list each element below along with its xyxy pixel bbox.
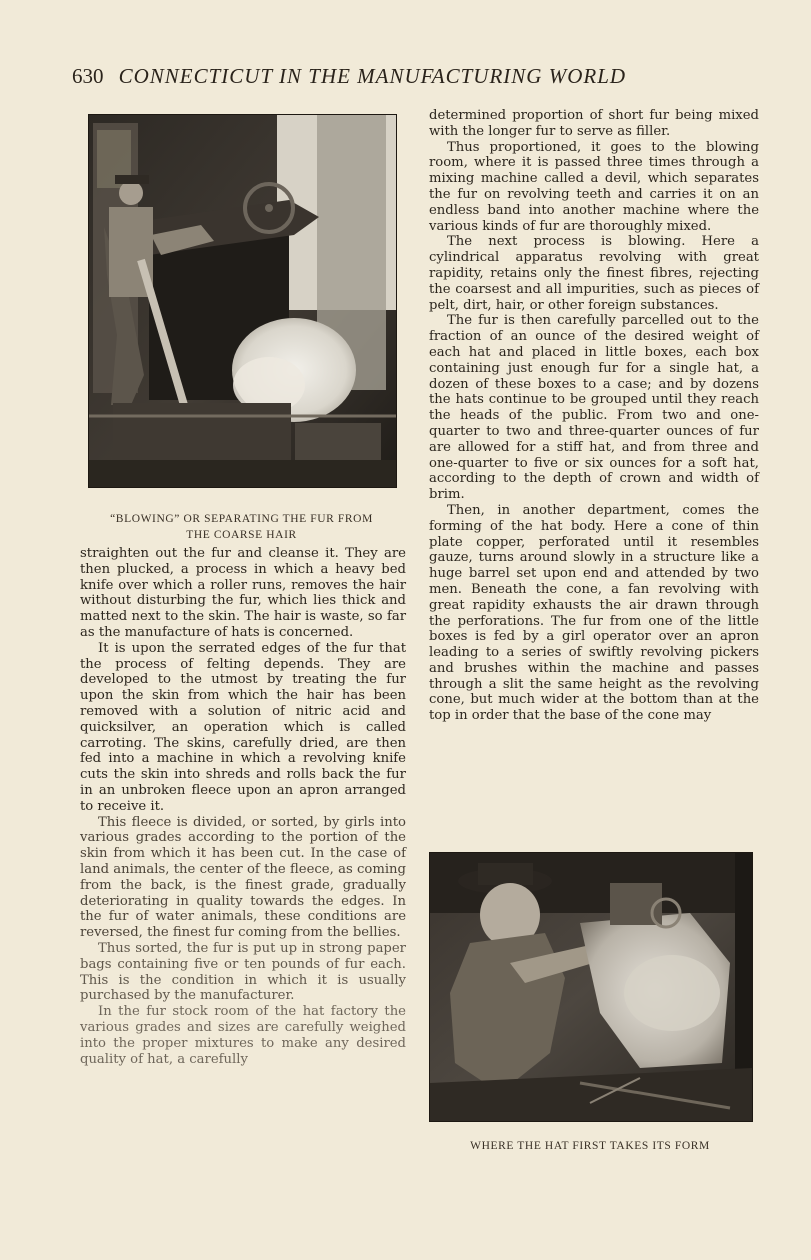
photo-hat-forming — [429, 852, 753, 1122]
paragraph: It is upon the serrated edges of the fur that the process of felting depends. They are developed to the utmost by treating the fur upon the skin from which the hair has been removed with a solution of nitric acid and quicksilver, an operation which is called carroting. The skins, carefully dried, are then fed into a machine in which a revolving knife cuts the skin into shreds and rolls back the fur in an unbroken fleece upon an apron arranged to receive it. — [80, 640, 406, 814]
photo-hat-forming-image — [430, 853, 752, 1121]
left-column-text — [80, 546, 406, 1067]
caption-line-2: THE COARSE HAIR — [186, 529, 297, 541]
paragraph: determined proportion of short fur being mixed with the longer fur to serve as filler. — [429, 108, 759, 139]
figure-caption-top-left — [88, 511, 395, 543]
photo-blowing-machine — [88, 114, 397, 488]
paragraph: Thus proportioned, it goes to the blowing room, where it is passed three times through a mixing machine called a devil, which separates the fur on revolving teeth and carries it on an endless band into another machine where the various kinds of fur are thoroughly mixed. — [429, 139, 759, 234]
paragraph: The fur is then carefully parcelled out to the fraction of an ounce of the desired weight of each hat and placed in little boxes, each box containing just enough fur for a single hat, a dozen of these boxes to a case; and by dozens the hats continue to be grouped until they reach the heads of the public. From two and one-quarter to two and three-quarter ounces of fur are allowed for a stiff hat, and from three and one-quarter to five or six ounces for a soft hat, according to the depth of crown and width of brim. — [429, 313, 759, 503]
right-column-text — [429, 108, 759, 724]
photo-blowing-machine-image — [89, 115, 396, 487]
caption-line: WHERE THE HAT FIRST TAKES ITS FORM — [470, 1140, 710, 1152]
caption-line-1: “BLOWING” OR SEPARATING THE FUR FROM — [110, 513, 373, 525]
page-number: 630 — [72, 64, 104, 88]
figure-caption-bottom-right — [429, 1138, 751, 1154]
paragraph: This fleece is divided, or sorted, by girls into various grades according to the portion of the skin from which it has been cut. In the case of land animals, the center of the fleece, as coming from the back, is the finest grade, gradually deteriorating in quality towards the edges. In the fur of water animals, these conditions are reversed, the finest fur coming from the bellies. — [80, 814, 406, 941]
paragraph: Thus sorted, the fur is put up in strong paper bags containing five or ten pounds of fur each. This is the condition in which it is usually purchased by the manufacturer. — [80, 940, 406, 1004]
paragraph: The next process is blowing. Here a cylindrical apparatus revolving with great rapidity, retains only the finest fibres, rejecting the coarsest and all impurities, such as pieces of pelt, dirt, hair, or other foreign substances. — [429, 234, 759, 313]
running-title: CONNECTICUT IN THE MANUFACTURING WORLD — [118, 64, 627, 88]
paragraph: Then, in another department, comes the forming of the hat body. Here a cone of thin plate copper, perforated until it resembles gauze, turns around slowly in a structure like a huge barrel set upon end and attended by two men. Beneath the cone, a fan revolving with great rapidity exhausts the air drawn through the perforations. The fur from one of the little boxes is fed by a girl operator over an apron leading to a series of swiftly revolving pickers and brushes within the machine and passes through a slit the same height as the revolving cone, but much wider at the bottom than at the top in order that the base of the cone may — [429, 502, 759, 724]
paragraph: straighten out the fur and cleanse it. They are then plucked, a process in which a heavy bed knife over which a roller runs, removes the hair without disturbing the fur, which lies thick and matted next to the skin. The hair is waste, so far as the manufacture of hats is concerned. — [80, 546, 406, 640]
page-header — [72, 64, 712, 92]
paragraph: In the fur stock room of the hat factory the various grades and sizes are carefully weighed into the proper mixtures to make any desired quality of hat, a carefully — [80, 1004, 406, 1067]
